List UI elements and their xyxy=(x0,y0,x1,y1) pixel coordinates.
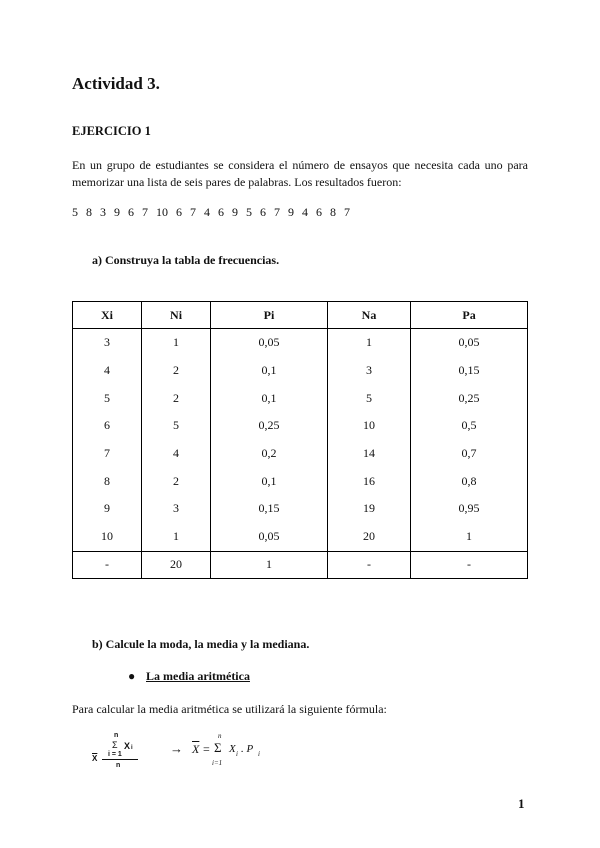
cell: 1 xyxy=(327,329,410,357)
bullet-dot-icon: ● xyxy=(128,669,136,683)
cell: 14 xyxy=(327,440,410,468)
cell: 2 xyxy=(142,357,211,385)
total-cell: - xyxy=(327,551,410,578)
formula-right-sigma: Σ xyxy=(214,740,222,755)
exercise-heading: EJERCICIO 1 xyxy=(72,124,151,138)
cell: 4 xyxy=(73,357,142,385)
formula-left-xbar: $\overline{X}$ xyxy=(92,754,98,763)
page-number: 1 xyxy=(518,796,525,811)
cell: 3 xyxy=(327,357,410,385)
cell: 3 xyxy=(73,329,142,357)
cell: 0,25 xyxy=(411,384,528,412)
cell: 0,05 xyxy=(411,329,528,357)
total-cell: 1 xyxy=(211,551,328,578)
formula-left-lower: i = 1 xyxy=(108,751,122,758)
cell: 0,1 xyxy=(211,357,328,385)
cell: 6 xyxy=(73,412,142,440)
formula-left-n-top: n xyxy=(114,732,119,739)
total-cell: - xyxy=(73,551,142,578)
cell: 7 xyxy=(73,440,142,468)
cell: 1 xyxy=(142,329,211,357)
formula-left-i: i xyxy=(131,745,133,751)
table-row xyxy=(73,467,528,495)
header-ni: Ni xyxy=(142,302,211,329)
question-b: b) Calcule la moda, la media y la mediana. xyxy=(92,637,310,651)
table-row xyxy=(73,412,528,440)
header-xi: Xi xyxy=(73,302,142,329)
table-row xyxy=(73,440,528,468)
formula-right-sub1: i xyxy=(236,750,238,758)
cell: 3 xyxy=(142,495,211,523)
formula-fraction-bar xyxy=(102,759,138,760)
formula-right-xbar: $\overline{X}$ xyxy=(192,742,200,756)
cell: 19 xyxy=(327,495,410,523)
formula-right-sub2: i xyxy=(258,750,260,758)
table-header-row xyxy=(73,302,528,329)
cell: 2 xyxy=(142,384,211,412)
mean-formula xyxy=(88,732,288,777)
cell: 8 xyxy=(73,467,142,495)
formula-right-n: n xyxy=(218,732,222,740)
page-title: Actividad 3. xyxy=(72,74,160,93)
table-row xyxy=(73,523,528,551)
cell: 0,15 xyxy=(411,357,528,385)
cell: 0,05 xyxy=(211,329,328,357)
cell: 2 xyxy=(142,467,211,495)
cell: 20 xyxy=(327,523,410,551)
cell: 5 xyxy=(327,384,410,412)
cell: 1 xyxy=(411,523,528,551)
total-cell: - xyxy=(411,551,528,578)
bullet-label: La media aritmética xyxy=(146,669,250,683)
formula-left-sigma: Σ xyxy=(112,740,118,750)
totals-row xyxy=(73,551,528,578)
cell: 10 xyxy=(327,412,410,440)
formula-intro: Para calcular la media aritmética se utilizará la siguiente fórmula: xyxy=(72,702,387,716)
data-values: 5 8 3 9 6 7 10 6 7 4 6 9 5 6 7 9 4 6 8 7 xyxy=(72,205,350,219)
header-pa: Pa xyxy=(411,302,528,329)
header-na: Na xyxy=(327,302,410,329)
formula-right-eq: = xyxy=(203,742,210,756)
header-pi: Pi xyxy=(211,302,328,329)
cell: 0,95 xyxy=(411,495,528,523)
formula-right-lower: i=1 xyxy=(212,759,223,767)
intro-paragraph: En un grupo de estudiantes se considera el número de ensayos que necesita cada uno para memorizar una lista de seis pares de palabras. Los resultados fueron: xyxy=(72,158,528,189)
cell: 0,1 xyxy=(211,467,328,495)
frequency-table xyxy=(72,301,528,579)
cell: 0,15 xyxy=(211,495,328,523)
table-row xyxy=(73,495,528,523)
cell: 5 xyxy=(73,384,142,412)
cell: 0,7 xyxy=(411,440,528,468)
cell: 16 xyxy=(327,467,410,495)
table-row xyxy=(73,384,528,412)
formula-right-dot: . P xyxy=(241,743,254,755)
cell: 4 xyxy=(142,440,211,468)
cell: 0,2 xyxy=(211,440,328,468)
cell: 0,05 xyxy=(211,523,328,551)
cell: 5 xyxy=(142,412,211,440)
cell: 0,1 xyxy=(211,384,328,412)
table-row xyxy=(73,329,528,357)
arrow-icon: → xyxy=(170,741,183,756)
cell: 0,25 xyxy=(211,412,328,440)
formula-right-term: X xyxy=(229,743,236,755)
cell: 0,5 xyxy=(411,412,528,440)
table-row xyxy=(73,357,528,385)
formula-left-n-bottom: n xyxy=(116,762,121,769)
cell: 9 xyxy=(73,495,142,523)
total-cell: 20 xyxy=(142,551,211,578)
question-a: a) Construya la tabla de frecuencias. xyxy=(92,253,280,267)
cell: 0,8 xyxy=(411,467,528,495)
formula-left-xi: X xyxy=(124,741,131,751)
bullet-item xyxy=(128,669,250,684)
cell: 10 xyxy=(73,523,142,551)
cell: 1 xyxy=(142,523,211,551)
